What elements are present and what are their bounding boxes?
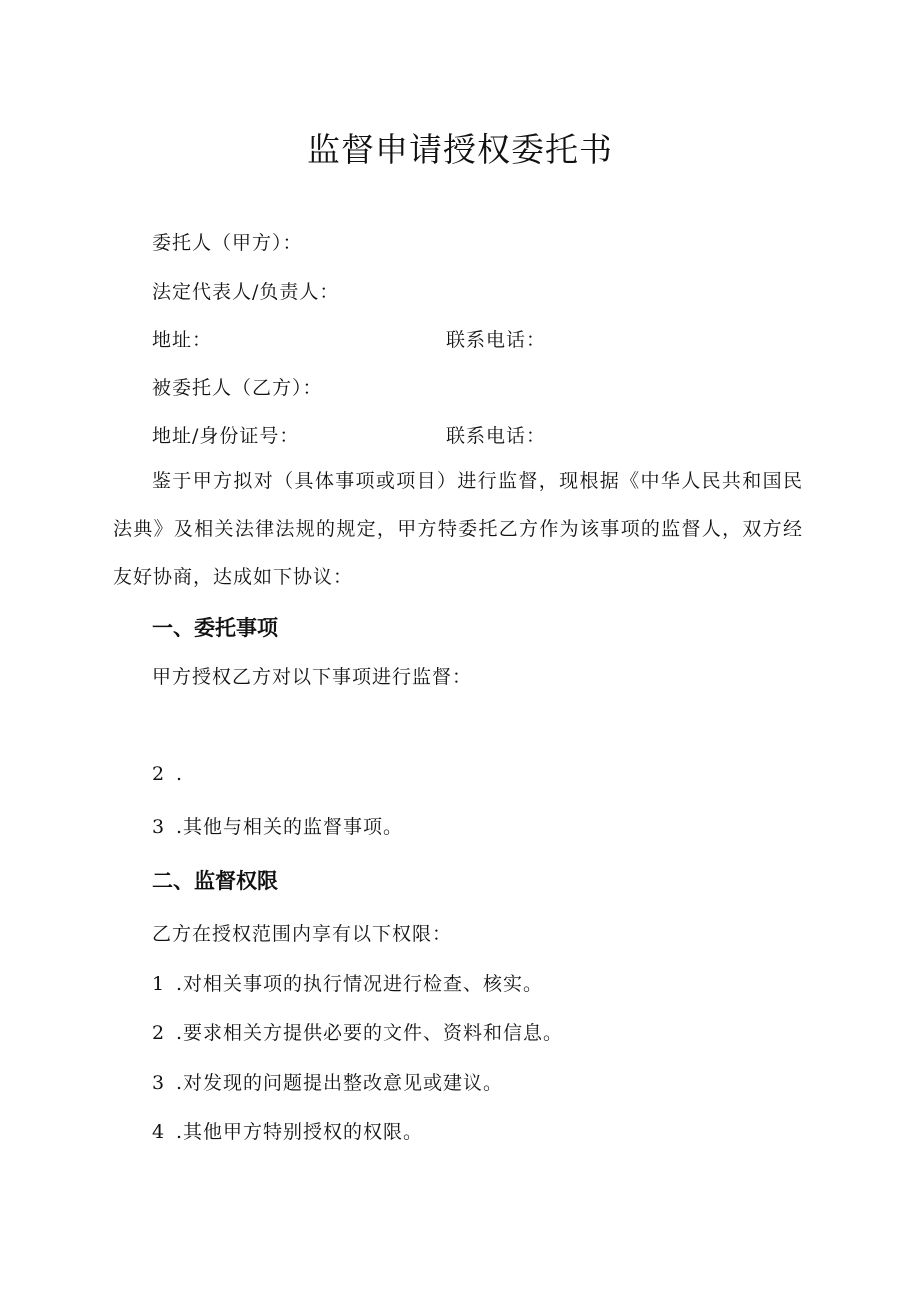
legal-rep-field-label: 法定代表人/负责人：	[152, 281, 340, 303]
document-title: 监督申请授权委托书	[307, 130, 613, 169]
item-text: .对相关事项的执行情况进行检查、核实。	[176, 973, 544, 995]
item-text: .要求相关方提供必要的文件、资料和信息。	[176, 1022, 564, 1044]
item-number: 2	[152, 763, 166, 785]
section1-item	[152, 763, 183, 785]
section2-lead: 乙方在授权范围内享有以下权限：	[152, 923, 453, 945]
section1-item	[152, 812, 403, 839]
agent-phone-label: 联系电话：	[446, 425, 547, 447]
agent-address-id-label: 地址/身份证号：	[152, 425, 300, 447]
item-number: 3	[152, 816, 166, 838]
intro-paragraph: 鉴于甲方拟对（具体事项或项目）进行监督，现根据《中华人民共和国民法典》及相关法律法规的规定，甲方特委托乙方作为该事项的监督人，双方经友好协商，达成如下协议：	[113, 470, 803, 588]
item-number: 3	[152, 1072, 166, 1094]
item-text: .	[176, 763, 184, 785]
item-text: .其他与相关的监督事项。	[176, 816, 404, 838]
principal-address-label: 地址：	[152, 329, 213, 351]
item-number: 1	[152, 973, 166, 995]
principal-field-label: 委托人（甲方）：	[152, 232, 303, 254]
section2-heading: 二、监督权限	[152, 869, 278, 893]
section2-item	[152, 1018, 563, 1045]
principal-phone-label: 联系电话：	[446, 329, 547, 351]
agent-field-label: 被委托人（乙方）：	[152, 377, 323, 399]
item-number: 4	[152, 1121, 166, 1143]
section2-item	[152, 1117, 423, 1144]
section2-item	[152, 969, 543, 996]
section1-heading: 一、委托事项	[152, 616, 278, 640]
item-number: 2	[152, 1022, 166, 1044]
section1-lead: 甲方授权乙方对以下事项进行监督：	[152, 666, 473, 688]
item-text: .其他甲方特别授权的权限。	[176, 1121, 424, 1143]
item-text: .对发现的问题提出整改意见或建议。	[176, 1072, 504, 1094]
section2-item	[152, 1068, 503, 1095]
